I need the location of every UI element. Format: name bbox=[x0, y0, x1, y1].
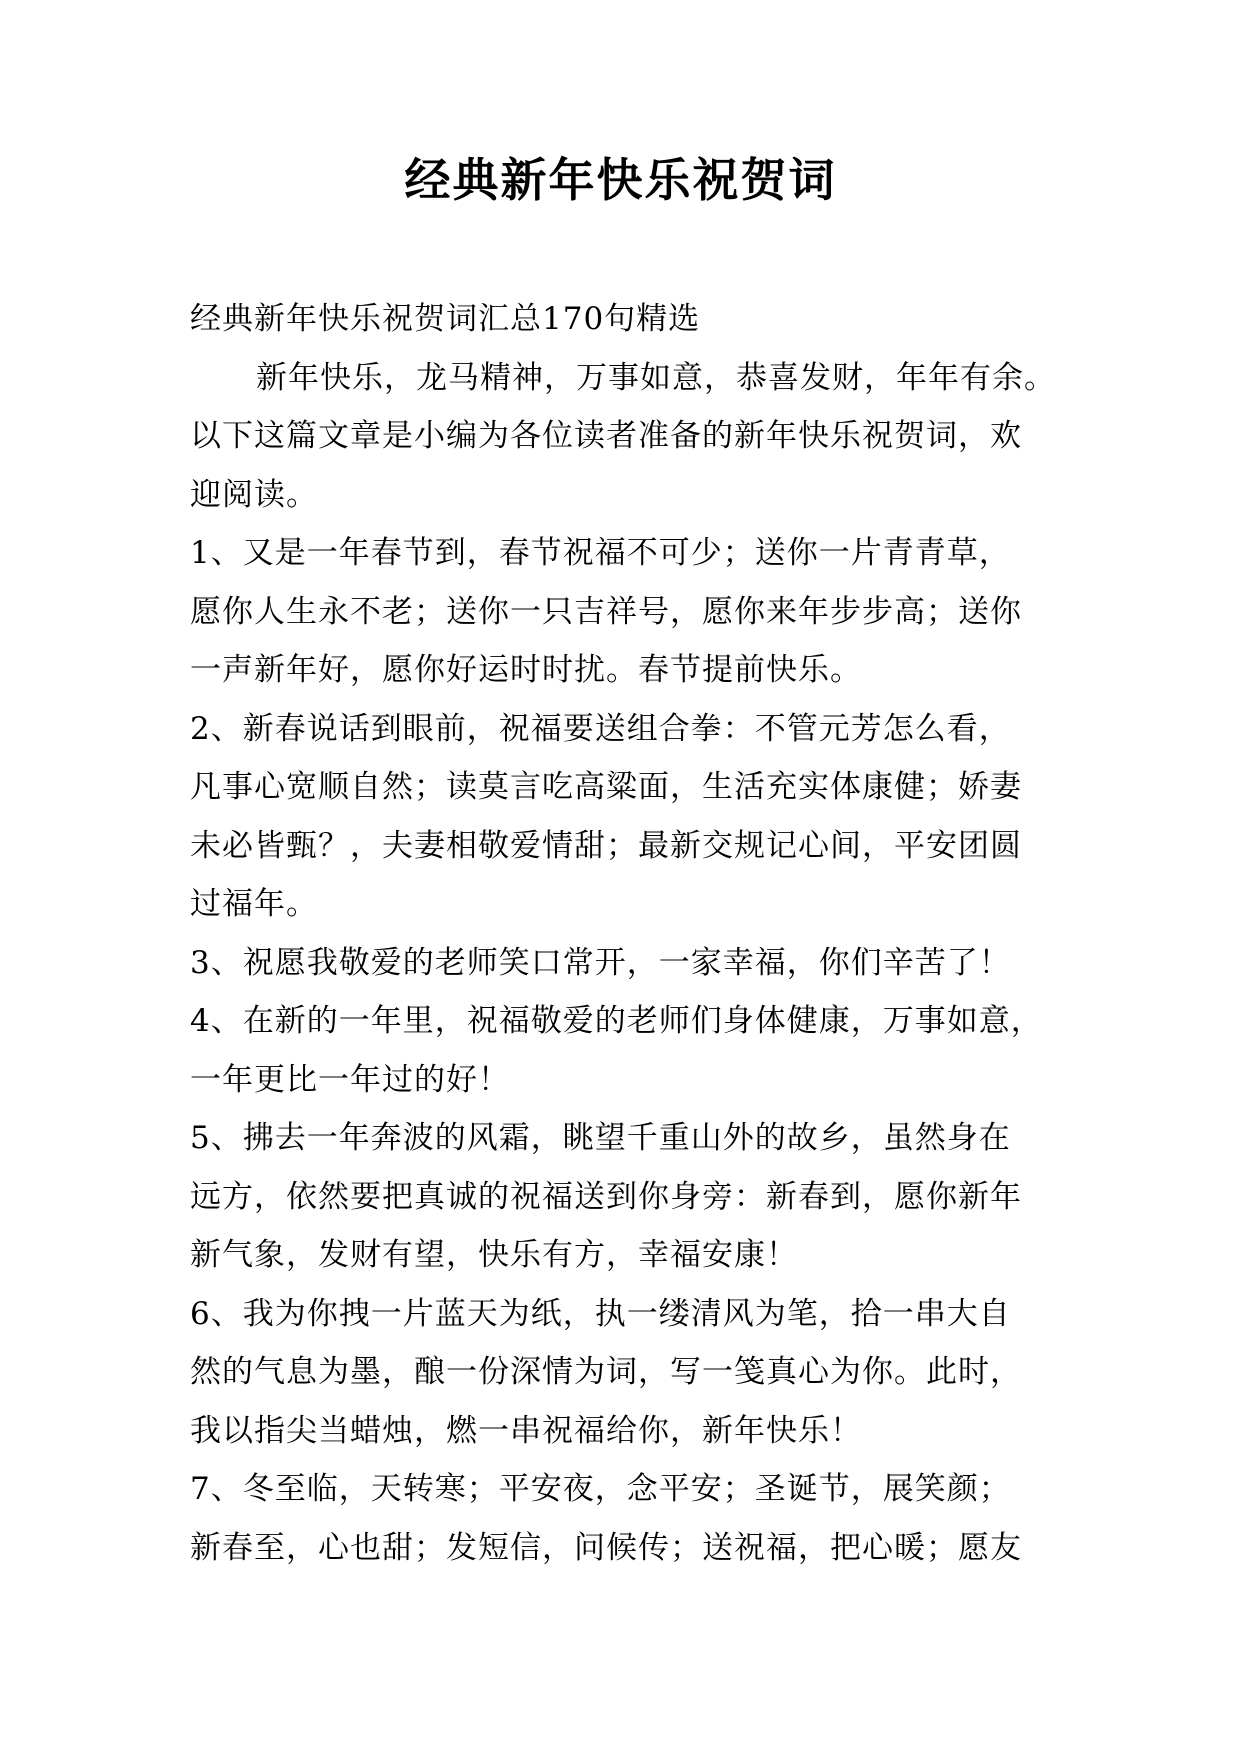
intro-line: 以下这篇文章是小编为各位读者准备的新年快乐祝贺词，欢 bbox=[190, 418, 1022, 454]
paragraph-line: 凡事心宽顺自然；读莫言吃高粱面，生活充实体康健；娇妻 bbox=[190, 769, 1022, 805]
paragraph-line: 远方，依然要把真诚的祝福送到你身旁：新春到，愿你新年 bbox=[190, 1178, 1022, 1215]
paragraph-line: 愿你人生永不老；送你一只吉祥号，愿你来年步步高；送你 bbox=[190, 593, 1022, 630]
paragraph-line: 过福年。 bbox=[190, 886, 318, 922]
paragraph-line: 一声新年好，愿你好运时时扰。春节提前快乐。 bbox=[190, 652, 862, 688]
document-title: 经典新年快乐祝贺词 bbox=[404, 153, 837, 207]
paragraph-line: 一年更比一年过的好！ bbox=[190, 1061, 510, 1098]
intro-line: 迎阅读。 bbox=[190, 476, 318, 513]
document-body bbox=[190, 290, 1070, 1577]
paragraph-line: 然的气息为墨，酿一份深情为词，写一笺真心为你。此时， bbox=[190, 1354, 1022, 1390]
intro-line: 新年快乐，龙马精神，万事如意，恭喜发财，年年有余。 bbox=[256, 359, 1056, 396]
paragraph-line: 1、又是一年春节到，春节祝福不可少；送你一片青青草， bbox=[190, 535, 1011, 571]
paragraph-line: 新春至，心也甜；发短信，问候传；送祝福，把心暖；愿友 bbox=[190, 1529, 1022, 1566]
paragraph-line: 7、冬至临，天转寒；平安夜，念平安；圣诞节，展笑颜； bbox=[190, 1471, 1011, 1507]
paragraph-line: 6、我为你拽一片蓝天为纸，执一缕清风为笔，拾一串大自 bbox=[190, 1295, 1011, 1332]
paragraph-line: 新气象，发财有望，快乐有方，幸福安康！ bbox=[190, 1237, 798, 1273]
paragraph-line: 5、拂去一年奔波的风霜，眺望千重山外的故乡，虽然身在 bbox=[190, 1120, 1011, 1156]
subtitle-line: 经典新年快乐祝贺词汇总170句精选 bbox=[190, 301, 701, 337]
paragraph-line: 未必皆甄？，夫妻相敬爱情甜；最新交规记心间，平安团圆 bbox=[190, 827, 1022, 864]
paragraph-line: 4、在新的一年里，祝福敬爱的老师们身体健康，万事如意， bbox=[190, 1003, 1043, 1039]
paragraph-line: 我以指尖当蜡烛，燃一串祝福给你，新年快乐！ bbox=[190, 1412, 862, 1449]
paragraph-line: 2、新春说话到眼前，祝福要送组合拳：不管元芳怎么看， bbox=[190, 710, 1011, 747]
paragraph-line: 3、祝愿我敬爱的老师笑口常开，一家幸福，你们辛苦了！ bbox=[190, 944, 1011, 981]
